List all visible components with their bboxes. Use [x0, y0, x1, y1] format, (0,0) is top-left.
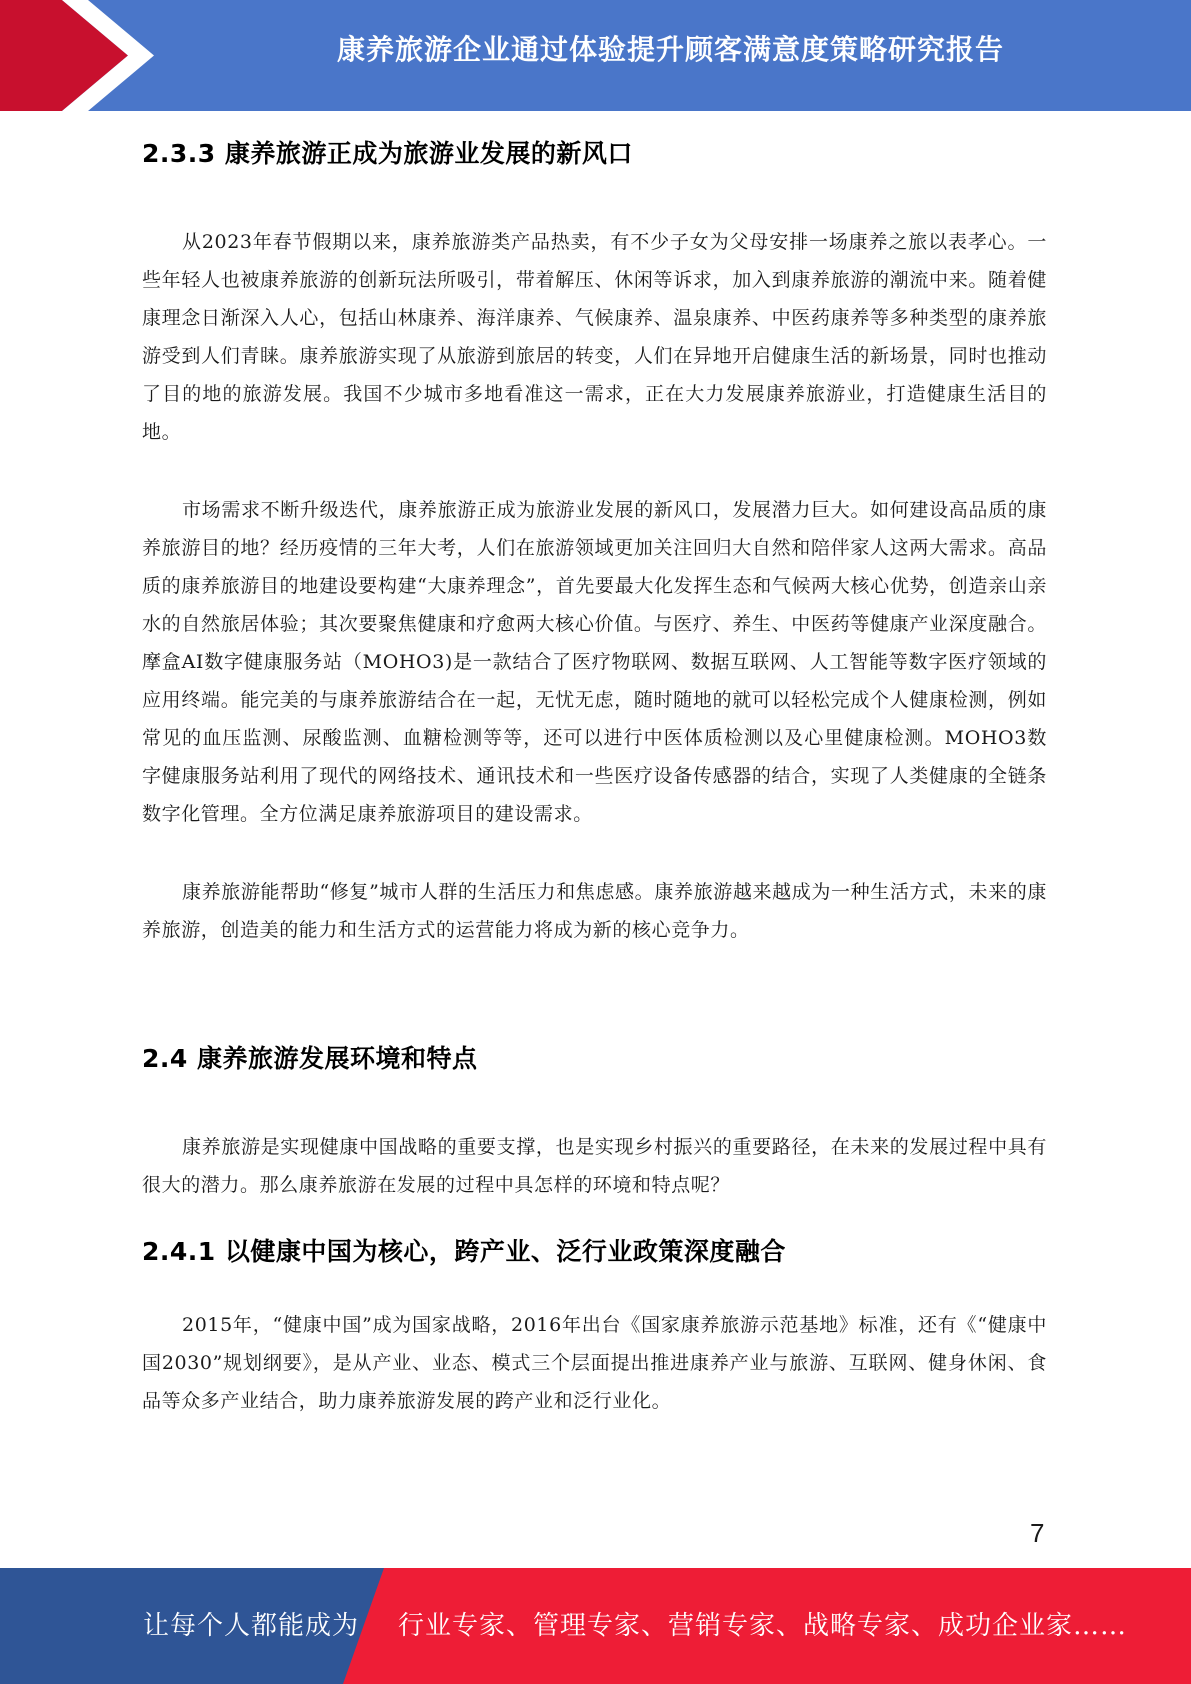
paragraph: 2015年，“健康中国”成为国家战略，2016年出台《国家康养旅游示范基地》标准，还有《“健康中国2030”规划纲要》，是从产业、业态、模式三个层面提出推进康养产业与旅游、互联网、健身休闲、食品等众多产业结合，助力康养旅游发展的跨产业和泛行业化。 [142, 1314, 1047, 1412]
page-header [0, 0, 1191, 111]
paragraph: 康养旅游是实现健康中国战略的重要支撑，也是实现乡村振兴的重要路径，在未来的发展过程中具有很大的潜力。那么康养旅游在发展的过程中具怎样的环境和特点呢？ [142, 1136, 1047, 1196]
header-arrow-decoration [0, 0, 160, 111]
page-number: 7 [1030, 1518, 1045, 1548]
report-title: 康养旅游企业通过体验提升顾客满意度策略研究报告 [336, 33, 1004, 66]
section-heading-2-3-3: 2.3.3 康养旅游正成为旅游业发展的新风口 [142, 139, 633, 168]
footer-slogan-left: 让每个人都能成为 [143, 1611, 360, 1641]
section-heading-2-4: 2.4 康养旅游发展环境和特点 [142, 1044, 478, 1073]
paragraph: 从2023年春节假期以来，康养旅游类产品热卖，有不少子女为父母安排一场康养之旅以表孝心。一些年轻人也被康养旅游的创新玩法所吸引，带着解压、休闲等诉求，加入到康养旅游的潮流中来。随着健康理念日渐深入人心，包括山林康养、海洋康养、气候康养、温泉康养、中医药康养等多种类型的康养旅游受到人们青睐。康养旅游实现了从旅游到旅居的转变，人们在异地开启健康生活的新场景，同时也推动了目的地的旅游发展。我国不少城市多地看准这一需求，正在大力发展康养旅游业，打造健康生活目的地。 [142, 231, 1047, 443]
page-footer [0, 1568, 1191, 1684]
main-content [142, 126, 1047, 1420]
section-heading-2-4-1: 2.4.1 以健康中国为核心，跨产业、泛行业政策深度融合 [142, 1237, 786, 1266]
paragraph: 市场需求不断升级迭代，康养旅游正成为旅游业发展的新风口，发展潜力巨大。如何建设高品质的康养旅游目的地？经历疫情的三年大考，人们在旅游领域更加关注回归大自然和陪伴家人这两大需求。高品质的康养旅游目的地建设要构建“大康养理念”，首先要最大化发挥生态和气候两大核心优势，创造亲山亲水的自然旅居体验；其次要聚焦健康和疗愈两大核心价值。与医疗、养生、中医药等健康产业深度融合。摩盒AI数字健康服务站（MOHO3)是一款结合了医疗物联网、数据互联网、人工智能等数字医疗领域的应用终端。能完美的与康养旅游结合在一起，无忧无虑，随时随地的就可以轻松完成个人健康检测，例如常见的血压监测、尿酸监测、血糖检测等等，还可以进行中医体质检测以及心里健康检测。MOHO3数字健康服务站利用了现代的网络技术、通讯技术和一些医疗设备传感器的结合，实现了人类健康的全链条数字化管理。全方位满足康养旅游项目的建设需求。 [142, 499, 1047, 825]
footer-slogan-right: 行业专家、管理专家、营销专家、战略专家、成功企业家…… [398, 1611, 1128, 1641]
paragraph: 康养旅游能帮助“修复”城市人群的生活压力和焦虑感。康养旅游越来越成为一种生活方式，未来的康养旅游，创造美的能力和生活方式的运营能力将成为新的核心竞争力。 [142, 881, 1047, 941]
